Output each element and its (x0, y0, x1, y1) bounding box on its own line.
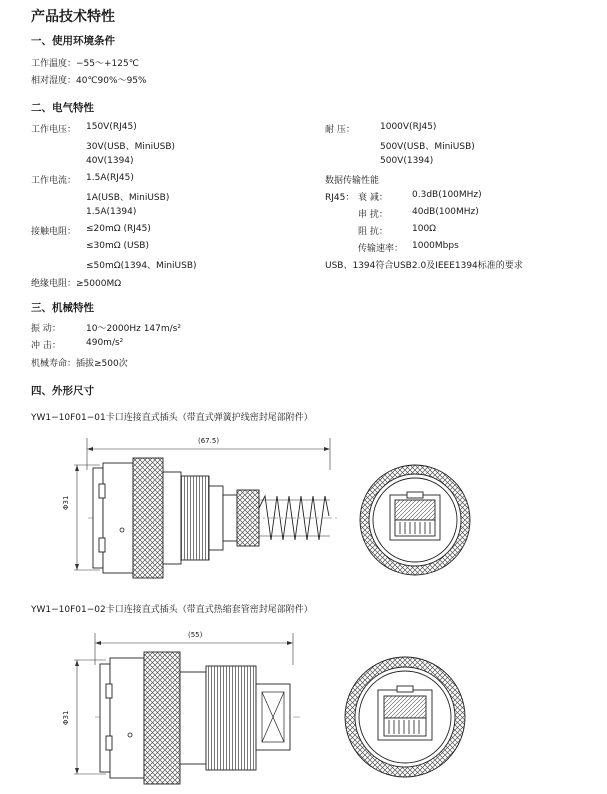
withstand-rj45: 1000V(RJ45) (380, 122, 437, 132)
mechanical-life: 机械寿命：插拔≥500次 (31, 359, 128, 369)
section-heading-mechanical: 三、机械特性 (31, 302, 94, 314)
part2-caption: YW1−10F01−02卡口连接直式插头（带直式热缩套管密封尾部附件） (31, 605, 313, 615)
relative-humidity: 相对湿度：40℃90%～95% (31, 76, 147, 86)
voltage-1394: 40V(1394) (86, 156, 134, 166)
voltage-usb: 30V(USB、MiniUSB) (86, 142, 176, 152)
part1-length-dimension: (67.5) (198, 437, 220, 445)
contact-usb: ≤30mΩ (USB) (86, 241, 149, 251)
shock-label: 冲 击： (31, 341, 61, 351)
vibration-value: 10～2000Hz 147m/s² (86, 324, 181, 334)
contact-rj45: ≤20mΩ (RJ45) (86, 224, 151, 234)
withstand-1394: 500V(1394) (380, 156, 434, 166)
insulation-resistance: 绝缘电阻：≥5000MΩ (31, 279, 122, 289)
rate-value: 1000Mbps (412, 241, 459, 251)
part2-diameter-dimension: Φ31 (62, 710, 70, 725)
current-label: 工作电流： (31, 176, 77, 186)
section-heading-electrical: 二、电气特性 (31, 102, 94, 114)
contact-resistance-label: 接触电阻： (31, 227, 77, 237)
vibration-label: 振 动： (31, 324, 61, 334)
voltage-rj45: 150V(RJ45) (86, 122, 137, 132)
current-rj45: 1.5A(RJ45) (86, 173, 134, 183)
attenuation-label: 衰 减： (358, 193, 388, 203)
page-title: 产品技术特性 (31, 9, 115, 25)
current-1394: 1.5A(1394) (86, 207, 137, 217)
crosstalk-value: 40dB(100MHz) (412, 207, 479, 217)
current-usb: 1A(USB、MiniUSB) (86, 193, 170, 203)
impedance-value: 100Ω (412, 224, 437, 234)
usb-standard-note: USB、1394符合USB2.0及IEEE1394标准的要求 (325, 261, 523, 271)
withstand-usb: 500V(USB、MiniUSB) (380, 142, 475, 152)
rj45-prefix: RJ45： (325, 193, 355, 203)
withstand-label: 耐 压： (325, 125, 355, 135)
part2-length-dimension: (55) (188, 631, 203, 639)
part1-diameter-dimension: Φ31 (62, 495, 70, 510)
section-heading-dimensions: 四、外形尺寸 (31, 385, 94, 397)
part1-caption: YW1−10F01−01卡口连接直式插头（带直式弹簧护线密封尾部附件） (31, 413, 313, 423)
attenuation-value: 0.3dB(100MHz) (412, 190, 482, 200)
voltage-label: 工作电压： (31, 125, 77, 135)
section-heading-environment: 一、使用环境条件 (31, 35, 115, 47)
impedance-label: 阻 抗： (358, 227, 388, 237)
shock-value: 490m/s² (86, 338, 124, 348)
operating-temperature: 工作温度：−55～+125℃ (31, 59, 139, 69)
rate-label: 传输速率： (358, 244, 404, 254)
contact-1394: ≤50mΩ(1394、MiniUSB) (86, 261, 197, 271)
transmission-heading: 数据传输性能 (325, 176, 380, 186)
crosstalk-label: 串 扰： (358, 210, 388, 220)
